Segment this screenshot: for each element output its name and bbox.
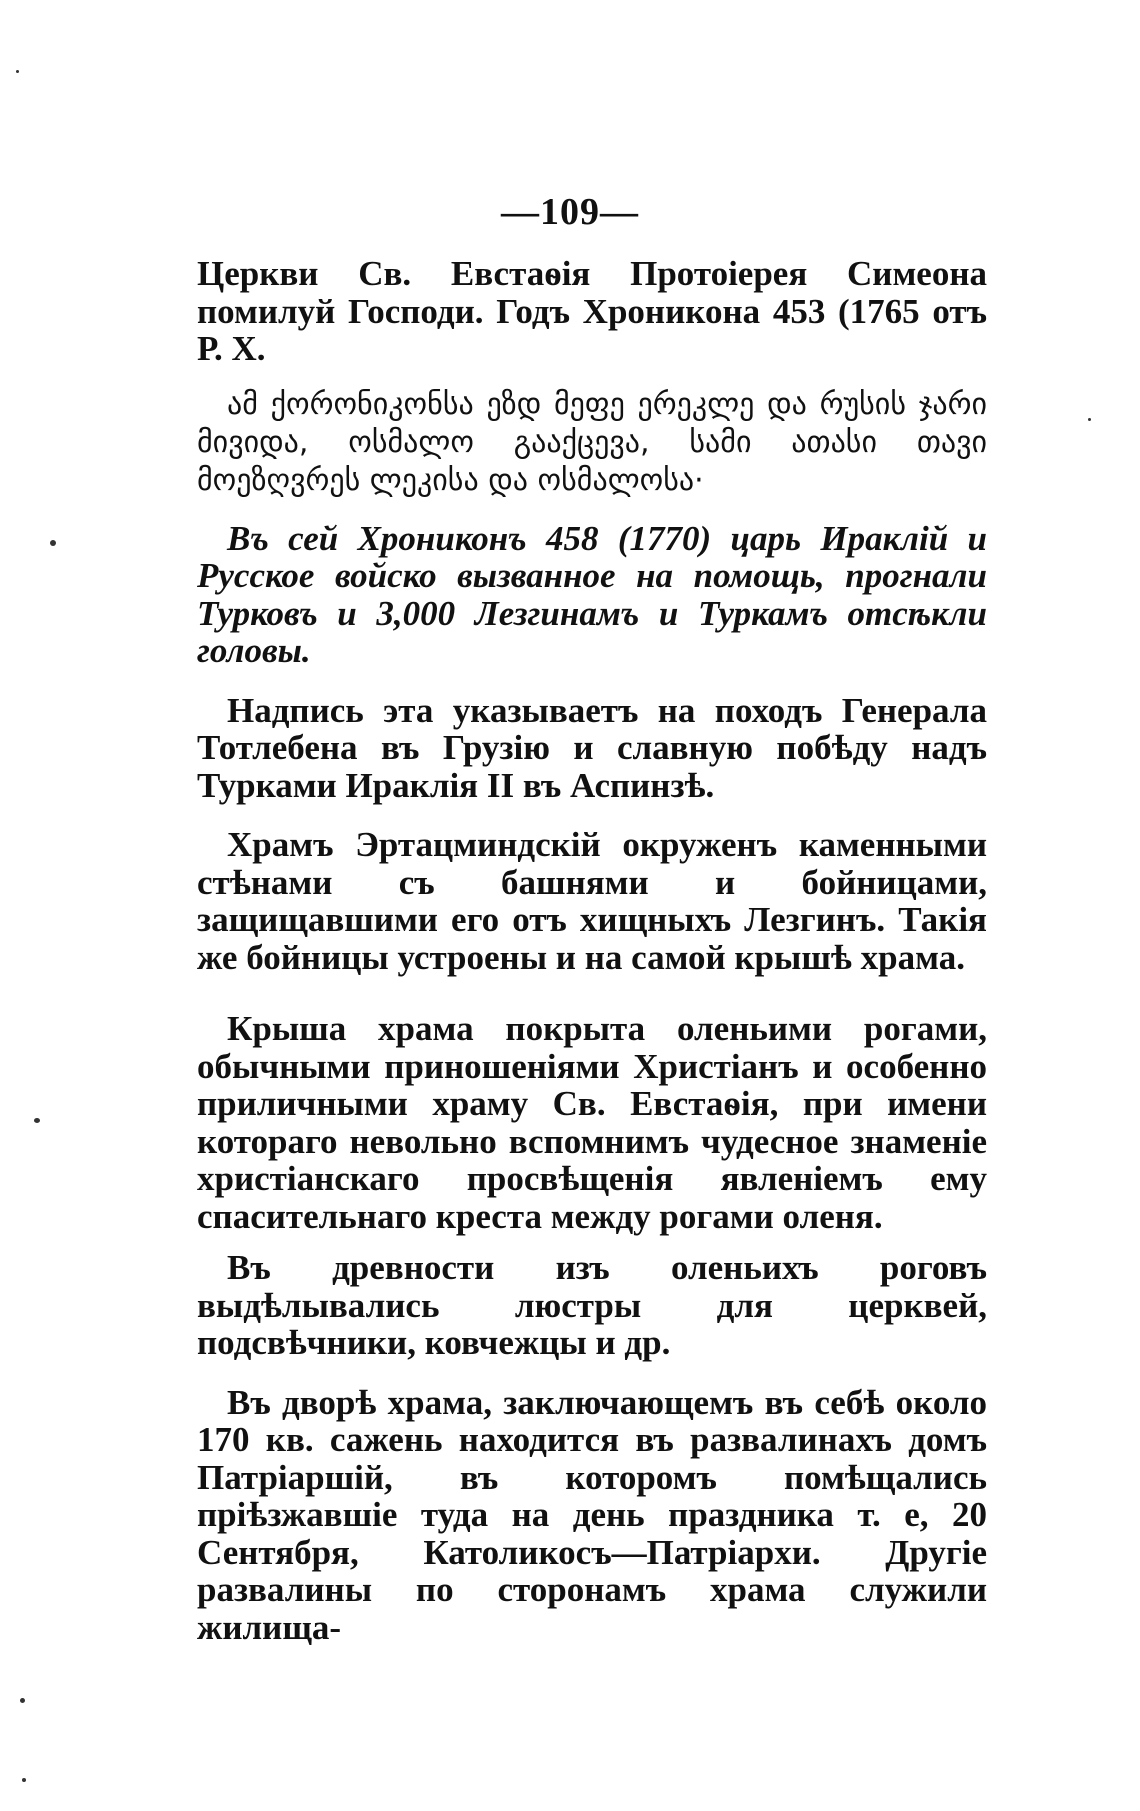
georgian-inscription-paragraph: ამ ქორონიკონსა ეზდ მეფე ერეკლე და რუსის ჯარი მივიდა, ოსმალო გააქცევა, სამი ათასი თავი მოეზღვრეს ლეკისა და ოსმალოსა· bbox=[197, 386, 987, 498]
temple-walls-paragraph: Храмъ Эртацминдскій окруженъ каменными стѣнами съ башнями и бойницами, защищавшими его отъ хищныхъ Лезгинъ. Такія же бойницы устроены и на самой крышѣ храма. bbox=[197, 825, 987, 977]
scan-speck bbox=[20, 1698, 25, 1703]
page-number: —109— bbox=[501, 191, 639, 233]
body-text bbox=[197, 255, 987, 1646]
roof-antlers-paragraph: Крыша храма покрыта оленьими рогами, обычными приношеніями Христіанъ и особенно приличными храму Св. Евстаѳія, при имени котораго невольно вспомнимъ чудесное знаменіе христіанскаго просвѣщенія явленіемъ ему спасительнаго креста между рогами оленя. bbox=[197, 1009, 987, 1236]
antler-crafts-paragraph: Въ древности изъ оленьихъ роговъ выдѣлывались люстры для церквей, подсвѣчники, ковчежцы и др. bbox=[197, 1248, 987, 1362]
courtyard-paragraph: Въ дворѣ храма, заключающемъ въ себѣ около 170 кв. сажень находится въ развалинахъ домъ Патріаршій, въ которомъ помѣщались пріѣзжавшіе туда на день праздника т. е, 20 Сентября, Католикосъ—Патріархи. Другіе развалины по сторонамъ храма служили жилища- bbox=[197, 1382, 987, 1647]
inscription-translation-paragraph: Въ сей Хрониконъ 458 (1770) царь Ираклій и Русское войско вызванное на помощь, прогнали Турковъ и 3,000 Лезгинамъ и Туркамъ отсѣкли головы. bbox=[197, 518, 987, 670]
scan-speck bbox=[34, 1118, 40, 1123]
scan-speck bbox=[50, 540, 56, 546]
inscription-heading-paragraph: Церкви Св. Евстаѳія Протоіерея Симеона помилуй Господи. Годъ Хроникона 453 (1765 отъ Р. Х. bbox=[197, 254, 987, 368]
scan-speck bbox=[16, 70, 19, 73]
scan-speck bbox=[22, 1778, 26, 1782]
commentary-paragraph: Надпись эта указываетъ на походъ Генерала Тотлебена въ Грузію и славную побѣду надъ Турками Ираклія II въ Аспинзѣ. bbox=[197, 690, 987, 805]
scan-speck bbox=[1088, 418, 1091, 421]
